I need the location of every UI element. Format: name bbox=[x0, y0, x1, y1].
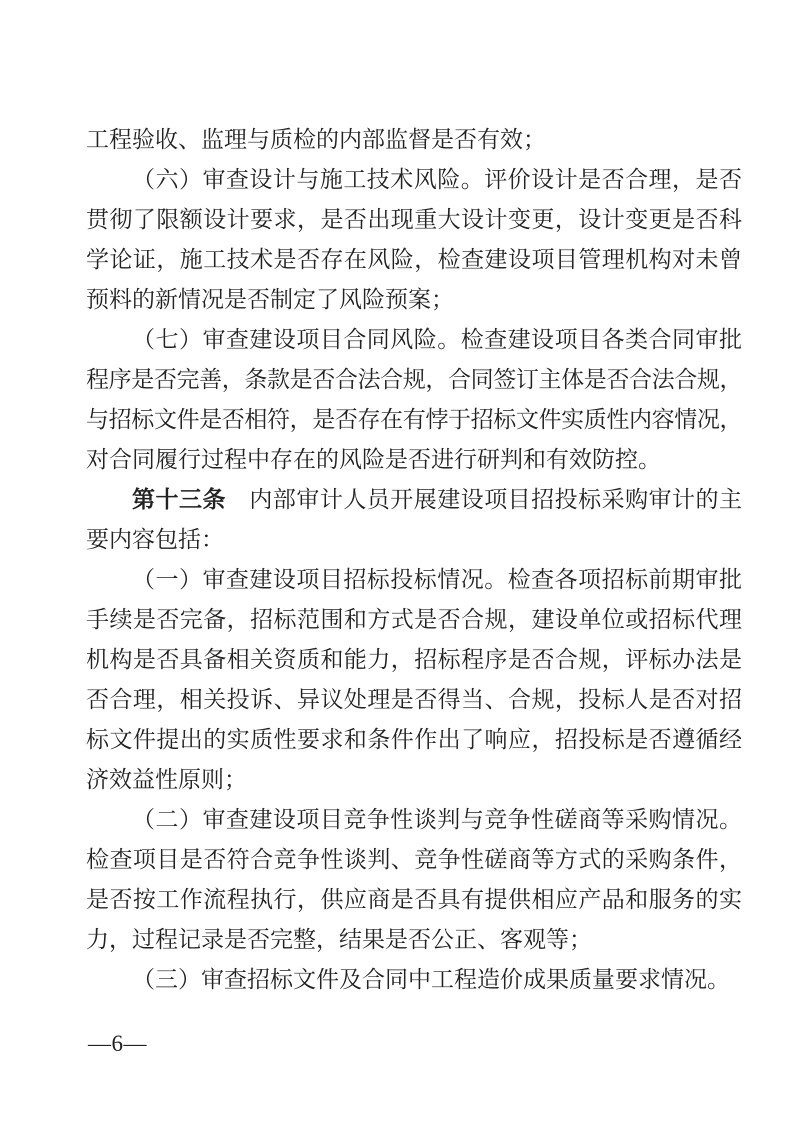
text-line: 工程验收、监理与质检的内部监督是否有效； bbox=[86, 127, 546, 152]
text-line: 手续是否完备，招标范围和方式是否合规，建设单位或招标代理 bbox=[86, 607, 742, 632]
text-line: （二）审查建设项目竞争性谈判与竞争性磋商等采购情况。 bbox=[132, 807, 742, 832]
text-line: 是否按工作流程执行，供应商是否具有提供相应产品和服务的实 bbox=[86, 887, 742, 912]
text-line: 机构是否具备相关资质和能力，招标程序是否合规，评标办法是 bbox=[86, 647, 742, 672]
paragraph-item-3 bbox=[86, 960, 742, 1000]
article-intro-text: 内部审计人员开展建设项目招投标采购审计的主 bbox=[225, 487, 743, 512]
text-line: 标文件提出的实质性要求和条件作出了响应，招投标是否遵循经 bbox=[86, 727, 742, 752]
text-line: （三）审查招标文件及合同中工程造价成果质量要求情况。 bbox=[132, 967, 730, 992]
paragraph-item-1 bbox=[86, 560, 742, 800]
paragraph-item-2 bbox=[86, 800, 742, 960]
text-line: （六）审查设计与施工技术风险。评价设计是否合理，是否 bbox=[132, 167, 742, 192]
text-line: （一）审查建设项目招标投标情况。检查各项招标前期审批 bbox=[132, 567, 742, 592]
paragraph-article-13 bbox=[86, 480, 742, 560]
document-body bbox=[86, 120, 742, 1000]
text-line: 否合理，相关投诉、异议处理是否得当、合规，投标人是否对招 bbox=[86, 687, 742, 712]
text-line: 要内容包括： bbox=[86, 527, 224, 552]
text-line: 检查项目是否符合竞争性谈判、竞争性磋商等方式的采购条件， bbox=[86, 847, 742, 872]
page-number: —6— bbox=[88, 1031, 147, 1056]
text-line bbox=[86, 480, 742, 520]
text-line: （七）审查建设项目合同风险。检查建设项目各类合同审批 bbox=[132, 327, 742, 352]
paragraph-item-7 bbox=[86, 320, 742, 480]
paragraph-continuation bbox=[86, 120, 742, 160]
text-line: 力，过程记录是否完整，结果是否公正、客观等； bbox=[86, 927, 592, 952]
paragraph-item-6 bbox=[86, 160, 742, 320]
text-line: 预料的新情况是否制定了风险预案； bbox=[86, 287, 454, 312]
text-line: 学论证，施工技术是否存在风险，检查建设项目管理机构对未曾 bbox=[86, 247, 742, 272]
text-line: 贯彻了限额设计要求，是否出现重大设计变更，设计变更是否科 bbox=[86, 207, 742, 232]
text-line: 程序是否完善，条款是否合法合规，合同签订主体是否合法合规， bbox=[86, 367, 742, 392]
text-line: 与招标文件是否相符，是否存在有悖于招标文件实质性内容情况， bbox=[86, 407, 742, 432]
text-line: 对合同履行过程中存在的风险是否进行研判和有效防控。 bbox=[86, 447, 661, 472]
article-number: 第十三条 bbox=[132, 487, 226, 512]
text-line: 济效益性原则； bbox=[86, 767, 247, 792]
